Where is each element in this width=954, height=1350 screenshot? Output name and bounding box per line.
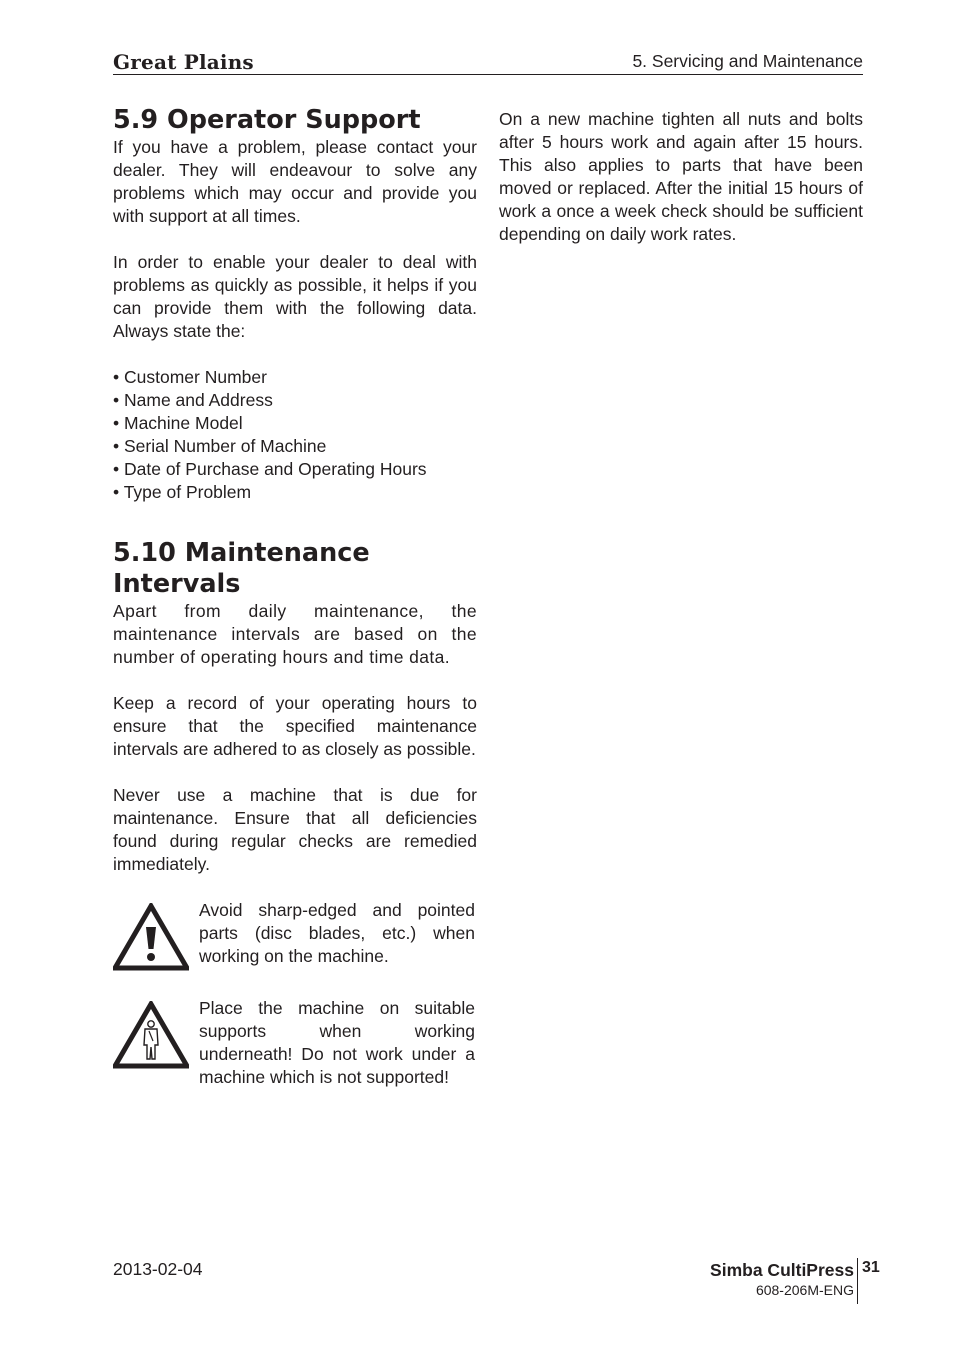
document-number: 608-206M-ENG	[755, 1282, 854, 1298]
footer-product-block	[710, 1259, 854, 1299]
warning-supports-text: Place the machine on suitable supports when working underneath! Do not work under a machine which is not supported!	[199, 998, 475, 1087]
operator-support-para-2: In order to enable your dealer to deal with problems as quickly as possible, it helps if you can provide them with the following data. Always state the:	[113, 252, 477, 341]
left-column	[113, 105, 477, 1092]
maintenance-para-3: Never use a machine that is due for maintenance. Ensure that all deficiencies found during regular checks are remedied immediately.	[113, 785, 477, 874]
required-data-list	[113, 366, 477, 504]
right-column	[499, 108, 863, 246]
list-item: • Serial Number of Machine	[113, 435, 477, 458]
page-number: 31	[862, 1259, 880, 1276]
warning-sharp-parts	[113, 899, 477, 994]
list-item: • Machine Model	[113, 412, 477, 435]
person-hazard-icon	[113, 1001, 189, 1069]
maintenance-para-2: Keep a record of your operating hours to ensure that the specified maintenance intervals are adhered to as closely as possible.	[113, 693, 477, 759]
operator-support-heading: 5.9 Operator Support	[113, 105, 421, 135]
header-rule	[113, 74, 863, 75]
brand-logo: Great Plains	[113, 50, 254, 74]
operator-support-para-1: If you have a problem, please contact your dealer. They will endeavour to solve any problems which may occur and provide you with support at all times.	[113, 137, 477, 226]
list-item: • Customer Number	[113, 366, 477, 389]
tightening-para: On a new machine tighten all nuts and bolts after 5 hours work and again after 15 hours. This also applies to parts that have been moved or replaced. After the initial 15 hours of work a once a week check should be sufficient depending on daily work rates.	[499, 109, 863, 244]
warning-sharp-parts-text: Avoid sharp-edged and pointed parts (disc blades, etc.) when working on the machine.	[199, 900, 475, 966]
product-name: Simba CultiPress	[710, 1260, 854, 1280]
maintenance-intervals-heading-line-1: 5.10 Maintenance	[113, 538, 370, 568]
exclamation-warning-icon	[113, 903, 189, 971]
footer-date: 2013-02-04	[113, 1259, 203, 1279]
list-item: • Name and Address	[113, 389, 477, 412]
maintenance-para-1: Apart from daily maintenance, the maintenance intervals are based on the number of operating hours and time data.	[113, 601, 477, 667]
footer-divider	[857, 1258, 858, 1304]
warning-supports	[113, 997, 477, 1092]
maintenance-intervals-heading-line-2: Intervals	[113, 569, 241, 599]
list-item: • Type of Problem	[113, 481, 477, 504]
list-item: • Date of Purchase and Operating Hours	[113, 458, 477, 481]
section-title: 5. Servicing and Maintenance	[632, 51, 863, 71]
